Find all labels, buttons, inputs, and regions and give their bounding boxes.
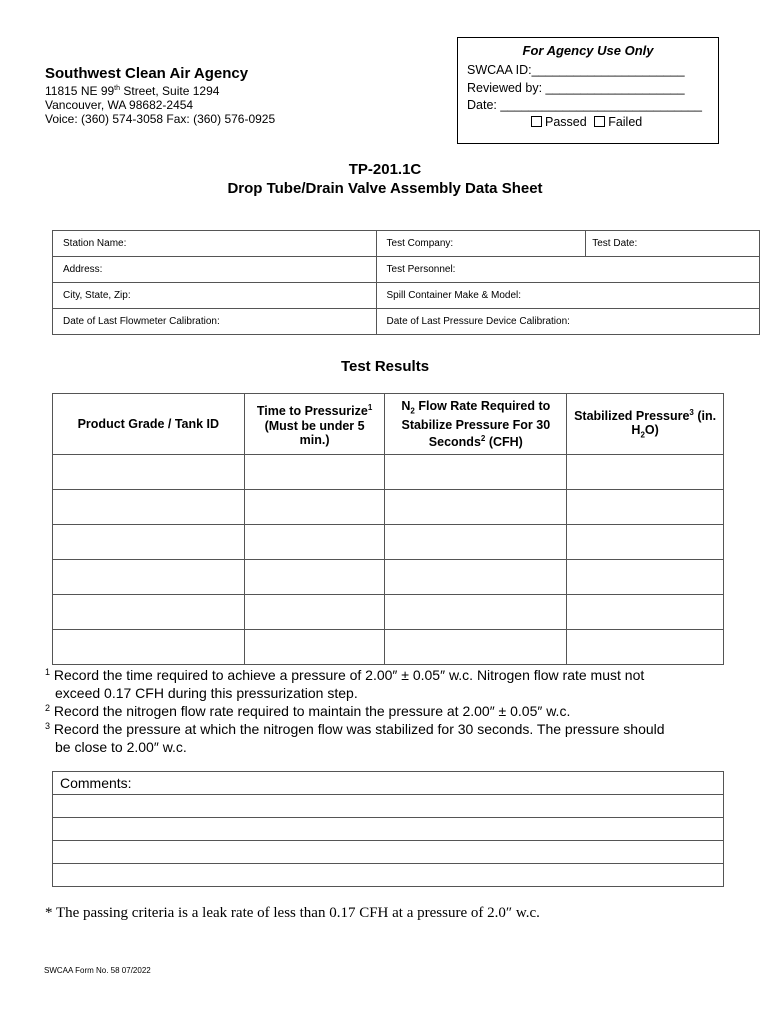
table-cell[interactable] (53, 455, 245, 490)
table-cell[interactable] (567, 455, 724, 490)
pass-fail-checkboxes (531, 115, 642, 129)
agency-address: 11815 NE 99th Street, Suite 1294 (45, 84, 220, 98)
comments-label[interactable]: Comments: (53, 772, 724, 795)
col-n2-flow-rate: $N_2$ Flow Rate Required to Stabilize Pressure For 30 Seconds$^2$ (CFH) (385, 394, 567, 455)
footnote-1-cont: exceed 0.17 CFH during this pressurization step. (55, 685, 358, 701)
flowmeter-calibration-field[interactable]: Date of Last Flowmeter Calibration: (53, 309, 377, 335)
failed-checkbox[interactable] (594, 116, 605, 127)
table-cell[interactable] (385, 490, 567, 525)
passed-checkbox[interactable] (531, 116, 542, 127)
test-date-field[interactable]: Test Date: (586, 231, 760, 257)
failed-label: Failed (608, 115, 643, 129)
comments-table (52, 771, 724, 887)
table-cell[interactable] (385, 595, 567, 630)
swcaa-id-field[interactable]: SWCAA ID:______________________ (467, 63, 685, 77)
passed-label: Passed (545, 115, 587, 129)
col-product-grade: Product Grade / Tank ID (53, 394, 245, 455)
footnote-3: $^3$ Record the pressure at which the nitrogen flow was stabilized for 30 seconds. The pressure should (45, 721, 665, 737)
table-cell[interactable] (53, 630, 245, 665)
table-cell[interactable] (53, 490, 245, 525)
agency-use-header: For Agency Use Only (522, 43, 654, 58)
agency-contact: Voice: (360) 574-3058 Fax: (360) 576-0925 (45, 112, 276, 126)
form-code: TP-201.1C (348, 161, 422, 178)
station-name-field[interactable]: Station Name: (53, 231, 377, 257)
table-cell[interactable] (385, 455, 567, 490)
table-cell[interactable] (385, 630, 567, 665)
form-number: SWCAA Form No. 58 07/2022 (44, 966, 151, 975)
table-row (53, 630, 724, 665)
test-company-field[interactable]: Test Company: (376, 231, 586, 257)
results-header-row (53, 394, 724, 455)
station-info-table (52, 230, 760, 335)
address-field[interactable]: Address: (53, 257, 377, 283)
pressure-calibration-field[interactable]: Date of Last Pressure Device Calibration: (376, 309, 759, 335)
table-cell[interactable] (567, 560, 724, 595)
footnote-3-cont: be close to 2.00″ w.c. (55, 739, 187, 755)
table-cell[interactable] (244, 455, 385, 490)
table-cell[interactable] (53, 560, 245, 595)
table-cell[interactable] (567, 595, 724, 630)
passing-criteria-note: * The passing criteria is a leak rate of less than 0.17 CFH at a pressure of 2.0″ w.c. (45, 905, 540, 921)
table-cell[interactable] (567, 525, 724, 560)
spill-container-field[interactable]: Spill Container Make & Model: (376, 283, 759, 309)
footnote-1: $^1$ Record the time required to achieve a pressure of 2.00″ ± 0.05″ w.c. Nitrogen flow rate must not (45, 667, 645, 683)
date-field[interactable]: Date: _____________________________ (467, 98, 702, 112)
table-row (53, 525, 724, 560)
table-row (53, 490, 724, 525)
table-cell[interactable] (385, 560, 567, 595)
col-time-to-pressurize: Time to Pressurize$^1$ (Must be under 5 min.) (244, 394, 385, 455)
table-cell[interactable] (53, 595, 245, 630)
table-row (53, 595, 724, 630)
table-row (53, 455, 724, 490)
table-cell[interactable] (385, 525, 567, 560)
agency-use-box (457, 37, 719, 144)
agency-name: Southwest Clean Air Agency (45, 65, 249, 82)
comments-line[interactable] (53, 795, 724, 818)
table-cell[interactable] (244, 560, 385, 595)
table-cell[interactable] (53, 525, 245, 560)
table-cell[interactable] (244, 525, 385, 560)
test-personnel-field[interactable]: Test Personnel: (376, 257, 759, 283)
city-state-zip-field[interactable]: City, State, Zip: (53, 283, 377, 309)
table-cell[interactable] (244, 630, 385, 665)
table-cell[interactable] (244, 595, 385, 630)
col-stabilized-pressure: Stabilized Pressure$^3$ (in. $H_2O$) (567, 394, 724, 455)
form-title: Drop Tube/Drain Valve Assembly Data Sheet (227, 180, 543, 197)
table-cell[interactable] (567, 630, 724, 665)
table-cell[interactable] (244, 490, 385, 525)
footnote-2: $^2$ Record the nitrogen flow rate required to maintain the pressure at 2.00″ ± 0.05″ w.c. (45, 703, 571, 719)
comments-line[interactable] (53, 841, 724, 864)
reviewed-by-field[interactable]: Reviewed by: ____________________ (467, 81, 685, 95)
test-results-title: Test Results (340, 358, 430, 375)
test-results-table (52, 393, 724, 665)
agency-city: Vancouver, WA 98682-2454 (45, 98, 194, 112)
comments-line[interactable] (53, 864, 724, 887)
comments-line[interactable] (53, 818, 724, 841)
table-row (53, 560, 724, 595)
table-cell[interactable] (567, 490, 724, 525)
